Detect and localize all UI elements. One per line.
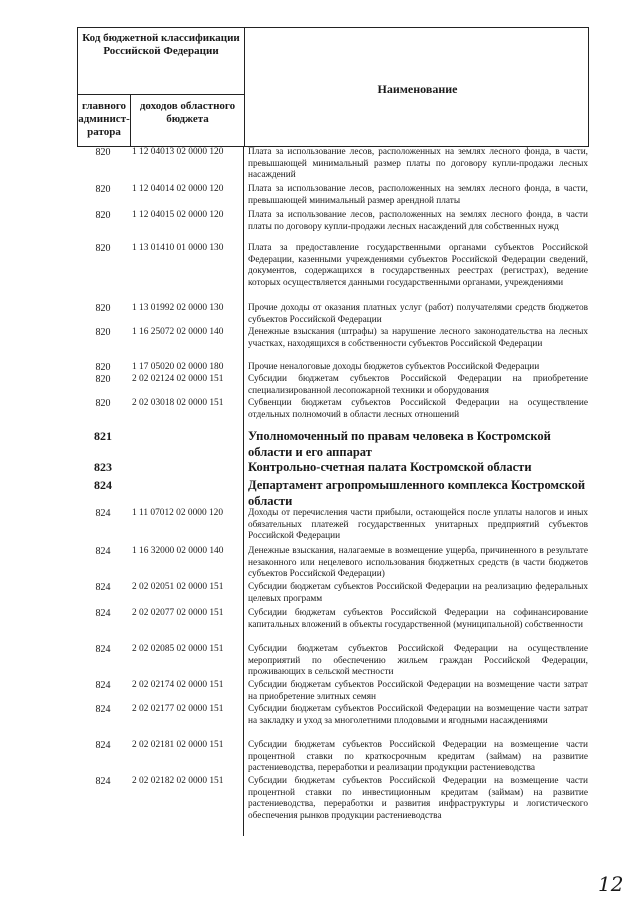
admin-code: 824 <box>95 776 111 787</box>
income-name: Субсидии бюджетам субъектов Российской Федерации на осуществление мероприятий по обеспечению жильем граждан Российской Федерации, проживающих в сельской местности <box>248 644 588 677</box>
income-code: 1 13 01992 02 0000 130 <box>132 303 224 313</box>
income-code: 2 02 02177 02 0000 151 <box>132 704 224 714</box>
admin-code: 821 <box>94 429 112 443</box>
table-header <box>77 27 589 147</box>
section-heading: Департамент агропромышленного комплекса Костромской области <box>248 478 586 508</box>
admin-code: 824 <box>95 582 111 593</box>
section-heading: Уполномоченный по правам человека в Костромской области и его аппарат <box>248 429 551 459</box>
admin-code: 824 <box>95 680 111 691</box>
income-code: 1 17 05020 02 0000 180 <box>132 362 224 372</box>
income-code: 1 12 04014 02 0000 120 <box>132 184 224 194</box>
income-name: Денежные взыскания, налагаемые в возмещение ущерба, причиненного в результате незаконного или нецелевого использования бюджетных средств (в части бюджетов субъектов Российской Федерации) <box>248 546 588 579</box>
income-code: 1 16 32000 02 0000 140 <box>132 546 224 556</box>
income-code: 2 02 02077 02 0000 151 <box>132 608 224 618</box>
income-code: 2 02 02182 02 0000 151 <box>132 776 224 786</box>
income-name: Субсидии бюджетам субъектов Российской Федерации на возмещение части затрат на закладку и уход за многолетними плодовыми и ягодными насаждениями <box>248 704 588 726</box>
income-code: 2 02 02051 02 0000 151 <box>132 582 224 592</box>
admin-code: 824 <box>95 608 111 619</box>
admin-code: 820 <box>95 362 111 373</box>
income-code: 2 02 02085 02 0000 151 <box>132 644 224 654</box>
income-name: Прочие доходы от оказания платных услуг (работ) получателями средств бюджетов субъектов Российской Федерации <box>248 303 588 325</box>
admin-code: 824 <box>95 546 111 557</box>
income-name: Плата за предоставление государственными органами субъектов Российской Федерации, казенными учреждениями субъектов Российской Федерации сведений, документов, содержащихся в государственных реестрах (регистрах), ведение которых осуществляется данными государственными органами, учреждениями <box>248 243 588 288</box>
income-code: 1 11 07012 02 0000 120 <box>132 508 224 518</box>
income-code: 1 12 04013 02 0000 120 <box>132 147 224 157</box>
income-name: Плата за использование лесов, расположенных на землях лесного фонда, в части платы по договору купли-продажи лесных насаждений для собственных нужд <box>248 210 588 232</box>
admin-code: 824 <box>94 478 112 492</box>
income-name: Субсидии бюджетам субъектов Российской Федерации на реализацию федеральных целевых программ <box>248 582 588 604</box>
income-code: 2 02 02181 02 0000 151 <box>132 740 224 750</box>
admin-code: 824 <box>95 508 111 519</box>
income-code: 1 16 25072 02 0000 140 <box>132 327 224 337</box>
income-name: Субвенции бюджетам субъектов Российской Федерации на осуществление отдельных полномочий в области лесных отношений <box>248 398 588 420</box>
admin-code: 820 <box>95 184 111 195</box>
name-column-header: Наименование <box>377 82 458 96</box>
admin-code: 824 <box>95 704 111 715</box>
admin-code: 820 <box>95 243 111 254</box>
section-heading: Контрольно-счетная палата Костромской области <box>248 460 532 474</box>
admin-code: 820 <box>95 147 111 158</box>
income-name: Субсидии бюджетам субъектов Российской Федерации на возмещение части процентной ставки по краткосрочным кредитам (займам) на развитие растениеводства, переработки и реализации продукции растениеводства <box>248 740 588 773</box>
income-name: Денежные взыскания (штрафы) за нарушение лесного законодательства на лесных участках, находящихся в собственности субъектов Российской Федерации <box>248 327 588 349</box>
income-code: 1 12 04015 02 0000 120 <box>132 210 224 220</box>
admin-code: 820 <box>95 210 111 221</box>
income-code: 1 13 01410 01 0000 130 <box>132 243 224 253</box>
budget-code-header: Код бюджетной классификации Российской Федерации <box>82 32 240 57</box>
income-name: Плата за использование лесов, расположенных на землях лесного фонда, в части, превышающей минимальный размер платы по договору купли-продажи лесных насаждений <box>248 147 588 180</box>
income-code: 2 02 03018 02 0000 151 <box>132 398 224 408</box>
income-name: Плата за использование лесов, расположенных на землях лесного фонда, в части, превышающей минимальный размер арендной платы <box>248 184 588 206</box>
income-code: 2 02 02124 02 0000 151 <box>132 374 224 384</box>
admin-code: 823 <box>94 460 112 474</box>
income-name: Субсидии бюджетам субъектов Российской Федерации на софинансирование капитальных вложений в объекты государственной (муниципальной) собственности <box>248 608 588 630</box>
income-name: Субсидии бюджетам субъектов Российской Федерации на приобретение специализированной лесопожарной техники и оборудования <box>248 374 588 396</box>
income-name: Субсидии бюджетам субъектов Российской Федерации на возмещение части затрат на приобретение элитных семян <box>248 680 588 702</box>
admin-code: 820 <box>95 327 111 338</box>
admin-code: 820 <box>95 374 111 385</box>
income-name: Прочие неналоговые доходы бюджетов субъектов Российской Федерации <box>248 362 540 372</box>
income-code: 2 02 02174 02 0000 151 <box>132 680 224 690</box>
income-column-header: доходов областного бюджета <box>139 100 236 125</box>
admin-column-header: главного админист-ратора <box>78 100 130 138</box>
page-number: 12 <box>598 872 624 896</box>
income-name: Доходы от перечисления части прибыли, остающейся после уплаты налогов и иных обязательных платежей государственных унитарных предприятий субъектов Российской Федерации <box>248 508 588 541</box>
admin-code: 820 <box>95 398 111 409</box>
admin-code: 824 <box>95 740 111 751</box>
admin-code: 824 <box>95 644 111 655</box>
admin-code: 820 <box>95 303 111 314</box>
income-name: Субсидии бюджетам субъектов Российской Федерации на возмещение части процентной ставки по инвестиционным кредитам (займам) на развитие растениеводства, переработки и развития инфраструктуры и логистического обеспечения рынков продукции растениеводства <box>248 776 588 821</box>
